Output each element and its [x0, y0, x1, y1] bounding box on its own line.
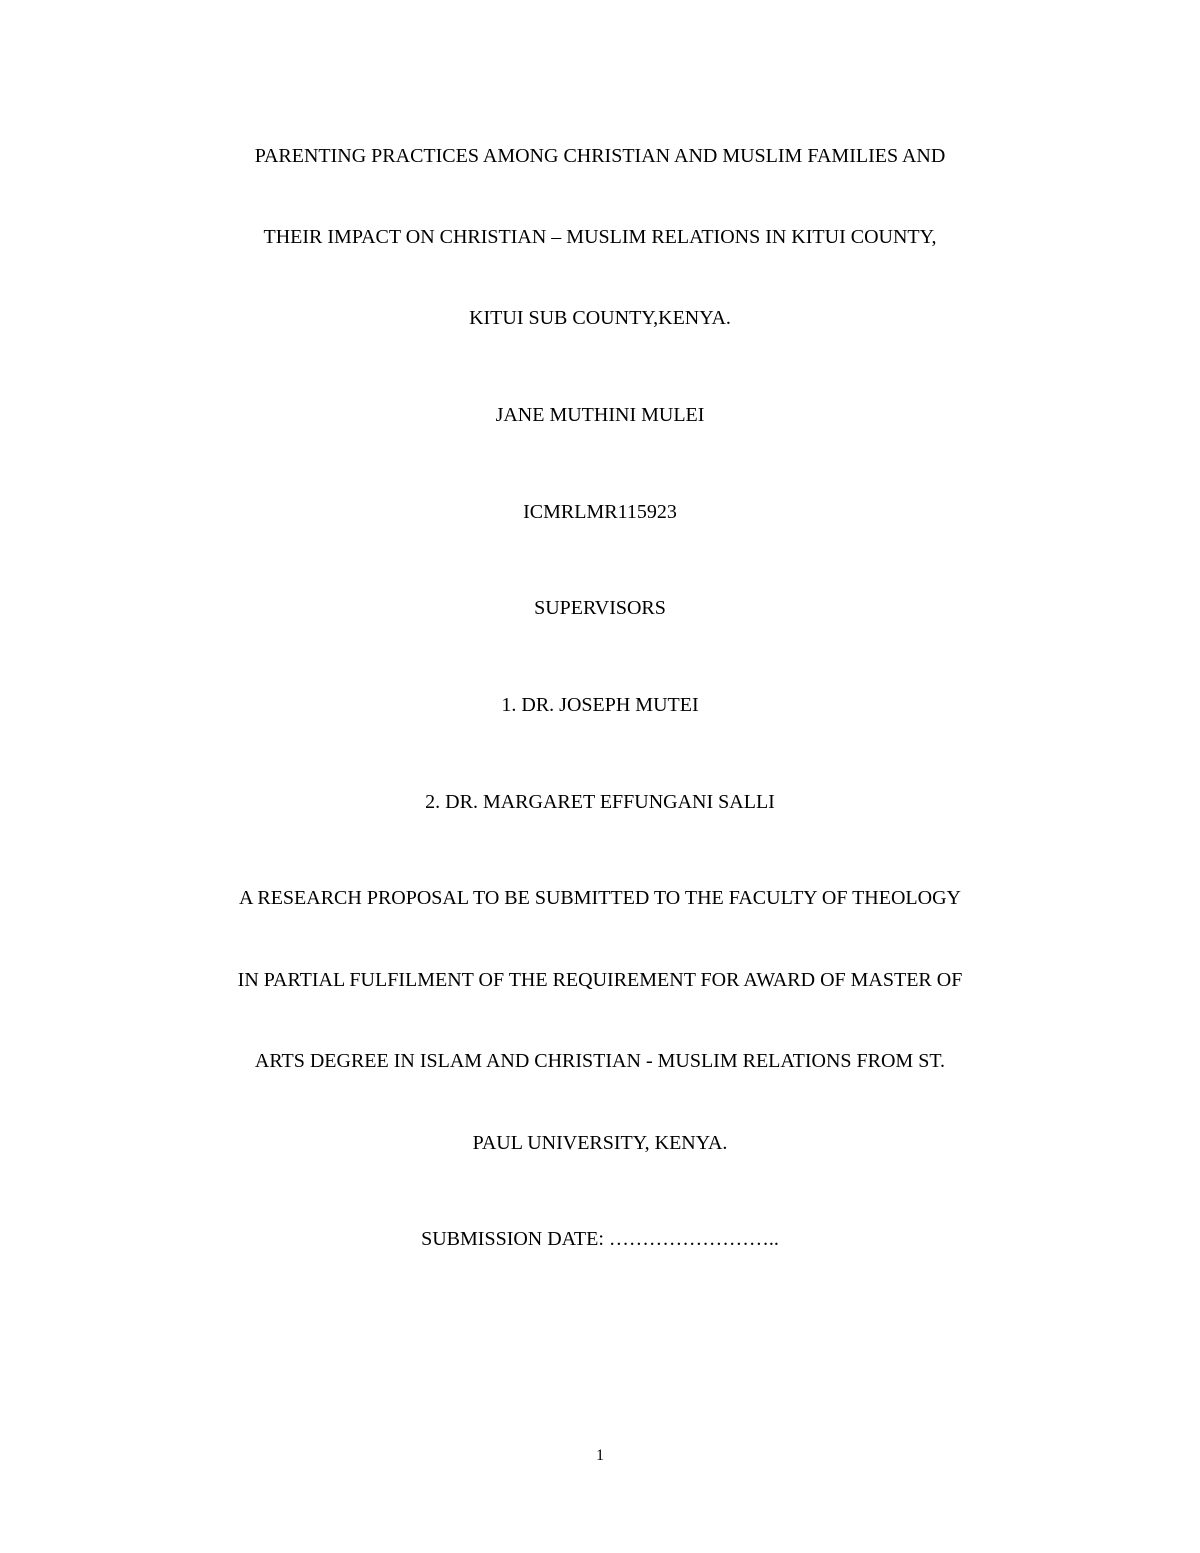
title-line-1: PARENTING PRACTICES AMONG CHRISTIAN AND MUSLIM FAMILIES AND	[254, 145, 946, 167]
statement-line-4: PAUL UNIVERSITY, KENYA.	[472, 1132, 728, 1154]
statement-line-3: ARTS DEGREE IN ISLAM AND CHRISTIAN - MUSLIM RELATIONS FROM ST.	[254, 1050, 946, 1072]
statement-line-2: IN PARTIAL FULFILMENT OF THE REQUIREMENT FOR AWARD OF MASTER OF	[237, 969, 963, 991]
supervisor-1: 1. DR. JOSEPH MUTEI	[501, 694, 699, 716]
supervisor-2: 2. DR. MARGARET EFFUNGANI SALLI	[425, 791, 775, 813]
title-line-2: THEIR IMPACT ON CHRISTIAN – MUSLIM RELATIONS IN KITUI COUNTY,	[263, 226, 937, 248]
submission-date: SUBMISSION DATE: ……………………..	[421, 1228, 779, 1250]
registration-number: ICMRLMR115923	[523, 501, 677, 523]
title-line-3: KITUI SUB COUNTY,KENYA.	[469, 307, 731, 329]
author-name: JANE MUTHINI MULEI	[495, 404, 705, 426]
statement-line-1: A RESEARCH PROPOSAL TO BE SUBMITTED TO THE FACULTY OF THEOLOGY	[239, 887, 961, 909]
page-number: 1	[596, 1447, 604, 1464]
supervisors-heading: SUPERVISORS	[534, 597, 666, 619]
